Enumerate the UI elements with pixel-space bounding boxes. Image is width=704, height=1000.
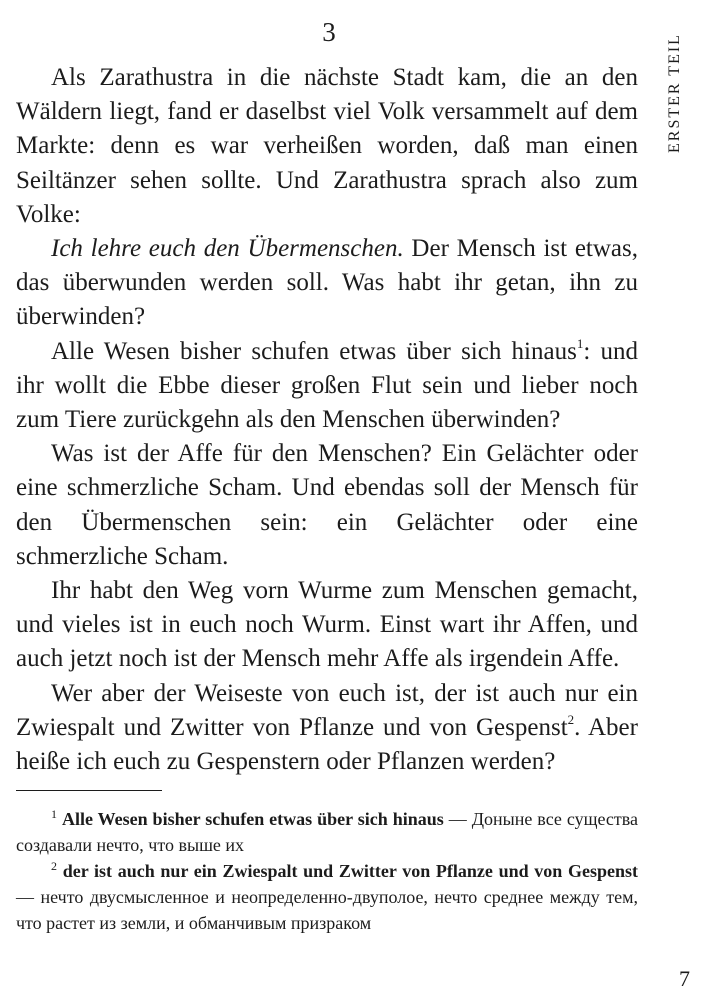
footnote-marker-2: 2 xyxy=(51,859,57,873)
emphasis-text: Ich lehre euch den Übermenschen. xyxy=(51,235,404,263)
footnote-divider xyxy=(16,790,162,791)
paragraph-3 xyxy=(16,335,638,438)
footnote-marker-1: 1 xyxy=(51,807,57,821)
paragraph-4: Was ist der Affe für den Menschen? Ein Gelächter oder eine schmerzliche Scham. Und ebendas soll der Mensch für den Übermenschen sein: ein Gelächter oder eine schmerzliche Scham. xyxy=(16,440,638,570)
footnote-2-gloss: — нечто двусмысленное и неопределенно-двуполое, нечто среднее между тем, что растет из земли, и обманчивым призраком xyxy=(16,887,638,933)
footnote-2-term: der ist auch nur ein Zwiespalt und Zwitter von Pflanze und von Gespenst xyxy=(62,861,638,881)
paragraph-6-text-a: Wer aber der Weiseste von euch ist, der ist auch nur ein Zwiespalt und Zwitter von Pflanze und von Gespenst xyxy=(16,679,638,741)
main-text xyxy=(16,61,638,779)
paragraph-6 xyxy=(16,677,638,780)
footnote-2 xyxy=(16,858,638,936)
page-number: 7 xyxy=(679,966,690,991)
running-head xyxy=(658,18,692,168)
footnotes xyxy=(16,806,638,936)
paragraph-2 xyxy=(16,232,638,335)
paragraph-2-text: Der Mensch ist etwas, das überwunden werden soll. Was habt ihr getan, ihn zu überwinden? xyxy=(16,235,638,331)
running-head-text: ERSTER TEIL xyxy=(666,33,684,153)
paragraph-3-text-b: : und ihr wollt die Ebbe dieser großen Flut sein und lieber noch zum Tiere zurückgehn als den Menschen überwinden? xyxy=(16,337,638,434)
footnote-ref-2[interactable]: 2 xyxy=(567,711,575,727)
footnote-ref-1[interactable]: 1 xyxy=(576,335,584,351)
footnote-1-gloss: — Доныне все существа создавали нечто, что выше их xyxy=(16,809,639,855)
footnote-1 xyxy=(16,806,638,858)
paragraph-6-text-b: . Aber heiße ich euch zu Gespenstern oder Pflanzen werden? xyxy=(16,713,638,776)
paragraph-5: Ihr habt den Weg vorn Wurme zum Menschen gemacht, und vieles ist in euch noch Wurm. Einst wart ihr Affen, und auch jetzt noch ist der Mensch mehr Affe als irgendein Affe. xyxy=(16,577,638,673)
chapter-number: 3 xyxy=(322,17,336,47)
paragraph-1: Als Zarathustra in die nächste Stadt kam, die an den Wäldern liegt, fand er daselbst viel Volk versammelt auf dem Markte: denn es war verheißen worden, daß man einen Seiltänzer sehen sollte. Und Zarathustra sprach also zum Volke: xyxy=(16,64,638,228)
footnote-1-term: Alle Wesen bisher schufen etwas über sich hinaus xyxy=(61,809,444,829)
paragraph-3-text-a: Alle Wesen bisher schufen etwas über sich hinaus xyxy=(51,337,577,365)
